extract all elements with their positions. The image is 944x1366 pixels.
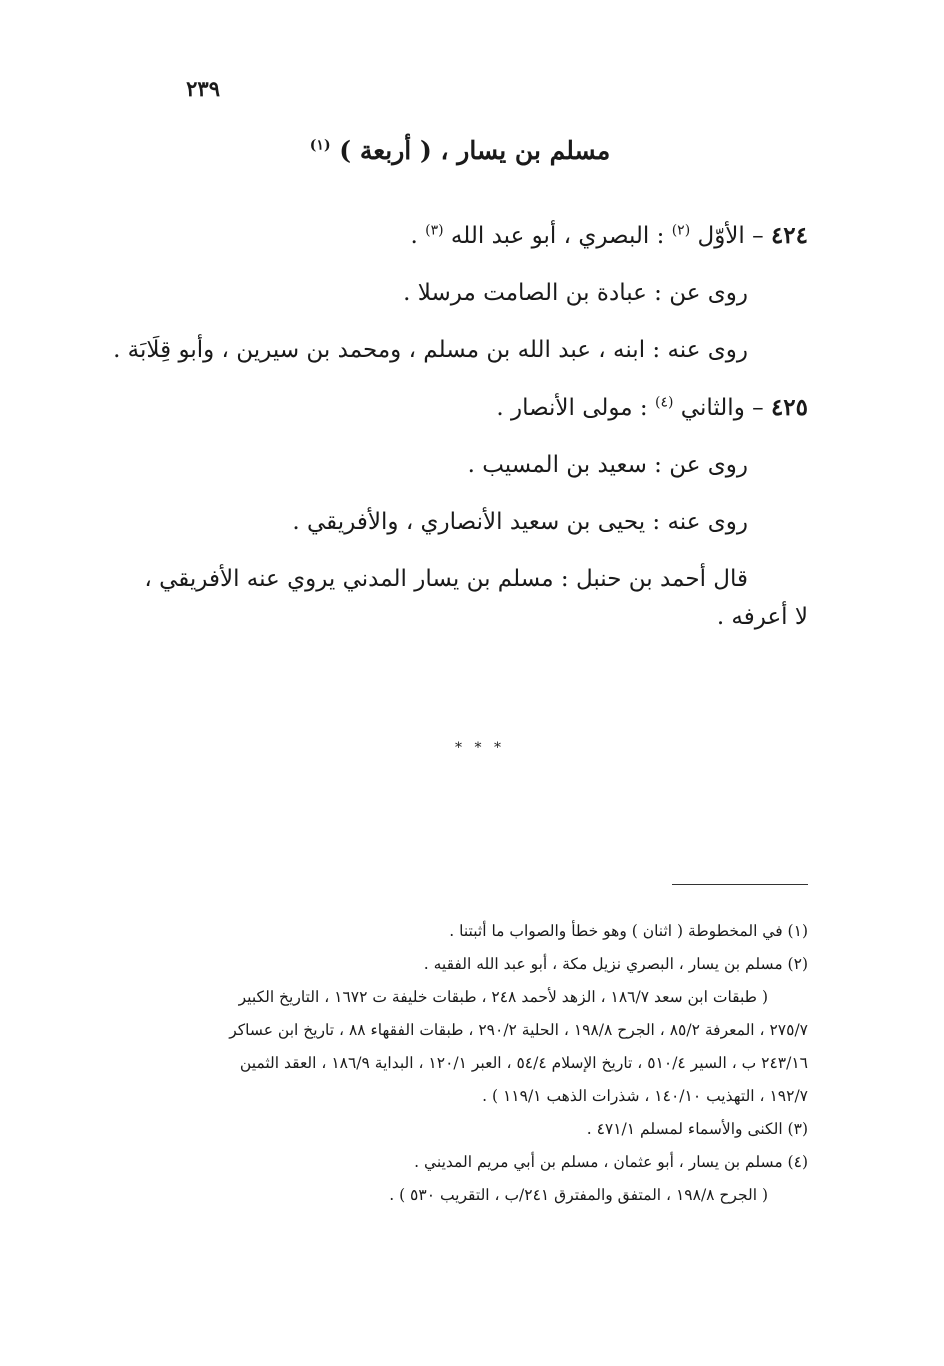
chapter-title-text: مسلم بن يسار ، ( أربعة ): [339, 136, 611, 165]
entry-heading-part: .: [410, 223, 426, 249]
footnote-ref: (٢): [671, 222, 691, 239]
chapter-title-note: (١): [309, 137, 331, 154]
narrated-from-line: روى عن : عبادة بن الصامت مرسلا .: [403, 280, 748, 306]
footnote: ١٩٢/٧ ، التهذيب ١٤٠/١٠ ، شذرات الذهب ١١٩/١ ) .: [482, 1087, 808, 1105]
footnote: (٢) مسلم بن يسار ، البصري نزيل مكة ، أبو عبد الله الفقيه .: [423, 955, 808, 973]
entry-heading-part: – الأوّل: [690, 223, 771, 249]
entry-number: ٤٢٤: [770, 222, 808, 249]
footnote: ( الجرح ١٩٨/٨ ، المتفق والمفترق ٢٤١/ب ، التقريب ٥٣٠ ) .: [389, 1186, 768, 1204]
quote-line: لا أعرفه .: [716, 604, 808, 630]
quote-line: قال أحمد بن حنبل : مسلم بن يسار المدني يروي عنه الأفريقي ،: [144, 566, 748, 592]
narrated-from-line: روى عن : سعيد بن المسيب .: [467, 452, 748, 478]
footnote: ٢٧٥/٧ ، المعرفة ٨٥/٢ ، الجرح ١٩٨/٨ ، الحلية ٢٩٠/٢ ، طبقات الفقهاء ٨٨ ، تاريخ ابن عساكر: [229, 1021, 808, 1039]
footnote: ( طبقات ابن سعد ١٨٦/٧ ، الزهد لأحمد ٢٤٨ ، طبقات خليفة ت ١٦٧٢ ، التاريخ الكبير: [238, 988, 768, 1006]
footnote: ٢٤٣/١٦ ب ، السير ٥١٠/٤ ، تاريخ الإسلام ٥٤/٤ ، العبر ١٢٠/١ ، البداية ١٨٦/٩ ، العقد الثمين: [239, 1054, 808, 1072]
footnote-ref: (٣): [425, 222, 444, 239]
entry-number: ٤٢٥: [770, 394, 808, 421]
footnote: (٣) الكنى والأسماء لمسلم ٤٧١/١ .: [586, 1120, 808, 1138]
entry-heading: [496, 394, 808, 421]
entry-heading-part: : مولى الأنصار .: [496, 395, 655, 421]
footnote: (١) في المخطوطة ( اثنان ) وهو خطأ والصواب ما أثبتنا .: [449, 922, 808, 940]
narrators-line: روى عنه : يحيى بن سعيد الأنصاري ، والأفريقي .: [292, 509, 748, 535]
footnote: (٤) مسلم بن يسار ، أبو عثمان ، مسلم بن أبي مريم المديني .: [414, 1153, 808, 1171]
page-number: ٢٣٩: [186, 76, 220, 101]
narrators-line: روى عنه : ابنه ، عبد الله بن مسلم ، ومحمد بن سيرين ، وأبو قِلَابَة .: [113, 337, 748, 363]
footnote-rule: [672, 884, 808, 885]
section-separator: * * *: [455, 740, 505, 756]
chapter-title: [260, 136, 660, 165]
entry-heading-part: : البصري ، أبو عبد الله: [443, 223, 672, 249]
entry-heading: [411, 222, 808, 249]
footnote-ref: (٤): [655, 394, 674, 411]
entry-heading-part: – والثاني: [673, 395, 771, 421]
